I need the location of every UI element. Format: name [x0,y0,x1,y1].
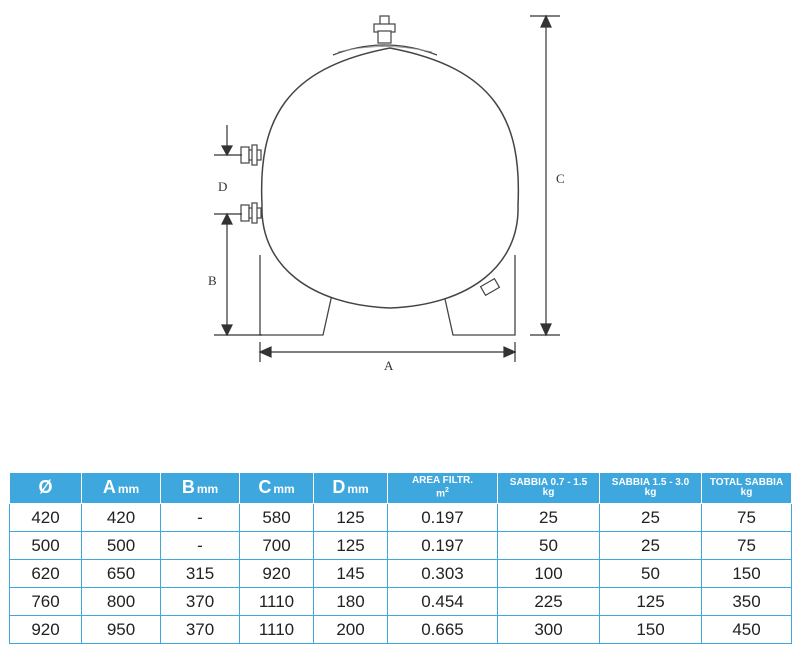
table-cell: 225 [498,588,600,616]
table-cell: 100 [498,560,600,588]
dimension-d-label: D [218,179,228,194]
table-cell: 650 [82,560,161,588]
header-c: C mm [240,473,314,504]
drain-plug [481,279,500,296]
table-cell: 800 [82,588,161,616]
table-row [10,616,792,644]
table-cell: 125 [600,588,702,616]
header-sabbia-07-15: SABBIA 0.7 - 1.5 kg [498,473,600,504]
top-valve [374,16,395,43]
table-cell: - [161,532,240,560]
table-cell: - [161,504,240,532]
header-sabbia-15-30: SABBIA 1.5 - 3.0 kg [600,473,702,504]
table-row [10,532,792,560]
table-cell: 1110 [240,616,314,644]
table-cell: 150 [600,616,702,644]
table-cell: 0.303 [388,560,498,588]
lower-port [241,203,261,223]
dimension-c-label: C [556,171,565,186]
table-cell: 0.197 [388,532,498,560]
dimension-d [214,125,242,214]
dimension-b-label: B [208,273,217,288]
table-cell: 75 [702,532,792,560]
dimension-a-label: A [384,358,394,373]
table-cell: 920 [240,560,314,588]
table-cell: 50 [498,532,600,560]
table-cell: 315 [161,560,240,588]
table-cell: 620 [10,560,82,588]
header-diameter: Ø [10,473,82,504]
table-row [10,560,792,588]
table-cell: 580 [240,504,314,532]
table-cell: 500 [82,532,161,560]
header-area-filtr: AREA FILTR. $m^2$ [388,473,498,504]
table-cell: 700 [240,532,314,560]
table-cell: 150 [702,560,792,588]
table-cell: 370 [161,588,240,616]
table-cell: 75 [702,504,792,532]
table-row [10,504,792,532]
table-body [10,504,792,644]
table-cell: 125 [314,532,388,560]
table-cell: 0.454 [388,588,498,616]
table-cell: 450 [702,616,792,644]
table-cell: 760 [10,588,82,616]
header-d: D mm [314,473,388,504]
header-a: A mm [82,473,161,504]
table-cell: 0.197 [388,504,498,532]
table-row [10,588,792,616]
table-cell: 950 [82,616,161,644]
table-cell: 420 [82,504,161,532]
table-header-row [10,473,792,504]
table-cell: 370 [161,616,240,644]
table-cell: 25 [600,532,702,560]
table-cell: 50 [600,560,702,588]
table-cell: 350 [702,588,792,616]
table-cell: 1110 [240,588,314,616]
table-cell: 920 [10,616,82,644]
table-cell: 25 [600,504,702,532]
table-cell: 420 [10,504,82,532]
dimension-b [214,214,262,335]
upper-port [241,145,261,165]
tank-body [262,48,519,308]
table-cell: 180 [314,588,388,616]
table-cell: 300 [498,616,600,644]
table-cell: 125 [314,504,388,532]
table-cell: 25 [498,504,600,532]
specifications-table [9,472,792,644]
table-cell: 0.665 [388,616,498,644]
table-cell: 200 [314,616,388,644]
header-total-sabbia: TOTAL SABBIA kg [702,473,792,504]
header-b: B mm [161,473,240,504]
table-cell: 145 [314,560,388,588]
table-cell: 500 [10,532,82,560]
